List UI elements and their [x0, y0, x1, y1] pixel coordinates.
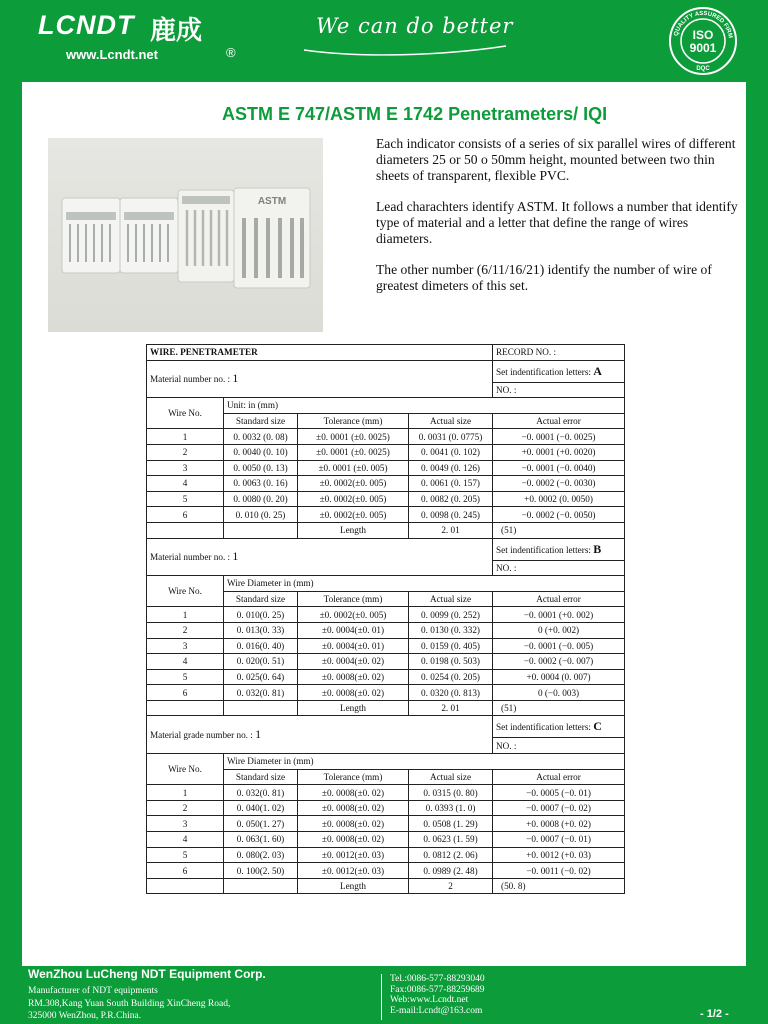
penetrameter-photo-image [48, 138, 323, 332]
table-row [147, 491, 625, 507]
actual-error: −0. 0001 (+0. 002) [493, 607, 625, 623]
material-value: 1 [232, 549, 239, 564]
actual-size: 0. 0198 (0. 503) [409, 654, 493, 670]
actual-error: +0. 0001 (+0. 0020) [493, 444, 625, 460]
tolerance: ±0. 0002(±0. 005) [298, 491, 409, 507]
actual-size: 0. 0508 (1. 29) [409, 816, 493, 832]
header-website[interactable]: www.Lcndt.net [66, 47, 158, 62]
table-row [147, 507, 625, 523]
actual-error: +0. 0004 (0. 007) [493, 669, 625, 685]
table-row [147, 476, 625, 492]
material-label: Material number no. : [150, 374, 231, 385]
unit-row [147, 576, 625, 592]
standard-size: 0. 063(1. 60) [224, 832, 298, 848]
wire-number: 5 [147, 491, 224, 507]
footer-line: Manufacturer of NDT equipments [28, 986, 158, 996]
table-row [147, 638, 625, 654]
standard-size-header: Standard size [224, 413, 298, 429]
actual-size: 0. 0082 (0. 205) [409, 491, 493, 507]
wire-number: 1 [147, 785, 224, 801]
record-no-label: RECORD NO. : [493, 345, 625, 361]
standard-size: 0. 013(0. 33) [224, 622, 298, 638]
standard-size: 0. 016(0. 40) [224, 638, 298, 654]
slogan-swoosh [300, 44, 510, 58]
iso-9001-badge [668, 6, 738, 76]
material-cell [147, 716, 493, 754]
standard-size: 0. 0063 (0. 16) [224, 476, 298, 492]
footer-divider [381, 974, 382, 1020]
tolerance: ±0. 0001 (±0. 0025) [298, 429, 409, 445]
length-empty [224, 522, 298, 538]
description [376, 136, 740, 309]
actual-size: 0. 0130 (0. 332) [409, 622, 493, 638]
standard-size: 0. 100(2. 50) [224, 863, 298, 879]
set-cell [493, 538, 625, 560]
actual-size: 0. 0099 (0. 252) [409, 607, 493, 623]
tolerance: ±0. 0012(±0. 03) [298, 847, 409, 863]
footer-phone: Tel.:0086-577-88293040 [390, 974, 485, 984]
material-label: Material number no. : [150, 552, 231, 563]
set-label: Set indentification letters: [496, 722, 591, 733]
no-cell: NO. : [493, 382, 625, 398]
standard-size: 0. 0050 (0. 13) [224, 460, 298, 476]
footer [0, 966, 768, 1024]
wire-number: 2 [147, 622, 224, 638]
table-row [147, 685, 625, 701]
photo-astm-label: ASTM [257, 196, 287, 207]
set-identification [496, 719, 621, 734]
actual-size-header: Actual size [409, 769, 493, 785]
slogan: We can do better [316, 14, 514, 38]
tolerance: ±0. 0008(±0. 02) [298, 685, 409, 701]
footer-web-link[interactable]: Web:www.Lcndt.net [390, 995, 469, 1005]
footer-line: 325000 WenZhou, P.R.China. [28, 1011, 142, 1021]
actual-size: 0. 0623 (1. 59) [409, 832, 493, 848]
length-actual: 2 [409, 878, 493, 894]
wire-no-header: Wire No. [147, 576, 224, 607]
tolerance: ±0. 0008(±0. 02) [298, 669, 409, 685]
table-row [147, 800, 625, 816]
length-empty [224, 878, 298, 894]
description-paragraph: Lead charachters identify ASTM. It follows a number that identify type of material and a letter that define the range of wires diameters. [376, 199, 738, 246]
length-empty [147, 700, 224, 716]
standard-size: 0. 080(2. 03) [224, 847, 298, 863]
standard-size: 0. 0040 (0. 10) [224, 444, 298, 460]
footer-contact [390, 974, 485, 1016]
table-title: WIRE. PENETRAMETER [147, 345, 493, 361]
table-header-row [147, 345, 625, 361]
badge-sub: DQC [696, 66, 710, 72]
table-row [147, 785, 625, 801]
set-identification [496, 364, 621, 379]
standard-size: 0. 010(0. 25) [224, 607, 298, 623]
wire-penetrameter-table [146, 344, 625, 894]
header [0, 0, 768, 80]
wire-number: 1 [147, 429, 224, 445]
table-row [147, 429, 625, 445]
actual-error: −0. 0002 (−0. 007) [493, 654, 625, 670]
actual-error: +0. 0002 (0. 0050) [493, 491, 625, 507]
set-label: Set indentification letters: [496, 366, 591, 377]
actual-error-header: Actual error [493, 769, 625, 785]
wire-number: 4 [147, 476, 224, 492]
standard-size: 0. 020(0. 51) [224, 654, 298, 670]
wire-number: 4 [147, 832, 224, 848]
length-mm: (51) [493, 700, 625, 716]
company-logo: LCNDT [38, 10, 135, 40]
actual-error-header: Actual error [493, 591, 625, 607]
actual-size: 0. 0254 (0. 205) [409, 669, 493, 685]
table-row [147, 669, 625, 685]
footer-email-link[interactable]: E-mail:Lcndt@163.com [390, 1005, 483, 1016]
page-number: - 1/2 - [700, 1008, 729, 1020]
tolerance: ±0. 0004(±0. 01) [298, 622, 409, 638]
tolerance: ±0. 0008(±0. 02) [298, 832, 409, 848]
tolerance: ±0. 0004(±0. 02) [298, 654, 409, 670]
description-paragraph: Each indicator consists of a series of six parallel wires of different diameters 25 or 50 o 50mm height, mounted between two thin sheets of transparent, flexible PVC. [376, 136, 736, 183]
unit-row [147, 754, 625, 770]
tolerance: ±0. 0004(±0. 01) [298, 638, 409, 654]
actual-error: −0. 0001 (−0. 0040) [493, 460, 625, 476]
actual-size: 0. 0393 (1. 0) [409, 800, 493, 816]
standard-size: 0. 050(1. 27) [224, 816, 298, 832]
standard-size: 0. 0080 (0. 20) [224, 491, 298, 507]
wire-no-header: Wire No. [147, 754, 224, 785]
tolerance-header: Tolerance (mm) [298, 591, 409, 607]
set-identification [496, 542, 621, 557]
tolerance: ±0. 0001 (±0. 0025) [298, 444, 409, 460]
standard-size: 0. 032(0. 81) [224, 785, 298, 801]
table-row [147, 863, 625, 879]
tolerance: ±0. 0008(±0. 02) [298, 800, 409, 816]
wire-number: 3 [147, 460, 224, 476]
standard-size: 0. 025(0. 64) [224, 669, 298, 685]
standard-size-header: Standard size [224, 591, 298, 607]
wire-no-header: Wire No. [147, 398, 224, 429]
page-title: ASTM E 747/ASTM E 1742 Penetrameters/ IQI [222, 104, 608, 124]
wire-number: 4 [147, 654, 224, 670]
material-number [150, 727, 489, 742]
length-mm: (51) [493, 522, 625, 538]
standard-size: 0. 032(0. 81) [224, 685, 298, 701]
description-paragraph: The other number (6/11/16/21) identify the number of wire of greatest dimeters of this set. [376, 262, 712, 293]
wire-number: 3 [147, 816, 224, 832]
tolerance-header: Tolerance (mm) [298, 769, 409, 785]
actual-error: −0. 0007 (−0. 02) [493, 800, 625, 816]
material-number [150, 549, 489, 564]
product-photo [48, 138, 323, 332]
table-row [147, 847, 625, 863]
wire-number: 3 [147, 638, 224, 654]
unit-label: Unit: in (mm) [224, 398, 625, 414]
badge-iso: ISO [692, 28, 714, 42]
tolerance: ±0. 0002(±0. 005) [298, 507, 409, 523]
tolerance: ±0. 0008(±0. 02) [298, 785, 409, 801]
footer-company-name: WenZhou LuCheng NDT Equipment Corp. [28, 967, 266, 981]
actual-size: 0. 0061 (0. 157) [409, 476, 493, 492]
wire-number: 6 [147, 863, 224, 879]
actual-error: −0. 0011 (−0. 02) [493, 863, 625, 879]
no-cell: NO. : [493, 560, 625, 576]
actual-error: 0 (+0. 002) [493, 622, 625, 638]
actual-size: 0. 0315 (0. 80) [409, 785, 493, 801]
footer-line: RM.308,Kang Yuan South Building XinCheng Road, [28, 998, 231, 1009]
wire-number: 6 [147, 685, 224, 701]
material-label: Material grade number no. : [150, 730, 253, 741]
footer-company-address [28, 985, 230, 1023]
wire-number: 2 [147, 444, 224, 460]
length-empty [147, 522, 224, 538]
company-logo-chinese: 鹿成 [150, 16, 203, 46]
actual-error: −0. 0001 (−0. 005) [493, 638, 625, 654]
length-label: Length [298, 878, 409, 894]
set-cell [493, 360, 625, 382]
actual-size: 0. 0989 (2. 48) [409, 863, 493, 879]
actual-size: 0. 0041 (0. 102) [409, 444, 493, 460]
actual-size: 0. 0098 (0. 245) [409, 507, 493, 523]
table-row [147, 832, 625, 848]
actual-error: −0. 0007 (−0. 01) [493, 832, 625, 848]
actual-error: +0. 0008 (+0. 02) [493, 816, 625, 832]
actual-size: 0. 0049 (0. 126) [409, 460, 493, 476]
length-row [147, 522, 625, 538]
actual-error: 0 (−0. 003) [493, 685, 625, 701]
length-actual: 2. 01 [409, 522, 493, 538]
material-value: 1 [255, 727, 262, 742]
standard-size: 0. 040(1. 02) [224, 800, 298, 816]
actual-error: −0. 0001 (−0. 0025) [493, 429, 625, 445]
tolerance: ±0. 0002(±0. 005) [298, 607, 409, 623]
tolerance-header: Tolerance (mm) [298, 413, 409, 429]
unit-row [147, 398, 625, 414]
badge-number: 9001 [689, 41, 717, 55]
length-row [147, 700, 625, 716]
wire-number: 2 [147, 800, 224, 816]
actual-size-header: Actual size [409, 413, 493, 429]
material-number [150, 371, 489, 386]
table-row [147, 654, 625, 670]
tolerance: ±0. 0002(±0. 005) [298, 476, 409, 492]
tolerance: ±0. 0012(±0. 03) [298, 863, 409, 879]
standard-size-header: Standard size [224, 769, 298, 785]
set-label: Set indentification letters: [496, 544, 591, 555]
section-info-row [147, 538, 625, 560]
standard-size: 0. 010 (0. 25) [224, 507, 298, 523]
set-letter: B [593, 541, 602, 556]
material-cell [147, 538, 493, 576]
tolerance: ±0. 0001 (±0. 005) [298, 460, 409, 476]
set-cell [493, 716, 625, 738]
actual-size: 0. 0031 (0. 0775) [409, 429, 493, 445]
no-cell: NO. : [493, 738, 625, 754]
actual-size-header: Actual size [409, 591, 493, 607]
set-letter: C [593, 719, 602, 734]
wire-number: 1 [147, 607, 224, 623]
wire-number: 6 [147, 507, 224, 523]
section-info-row [147, 716, 625, 738]
actual-size: 0. 0320 (0. 813) [409, 685, 493, 701]
wire-number: 5 [147, 669, 224, 685]
content-panel [22, 82, 746, 966]
material-value: 1 [232, 371, 239, 386]
unit-label: Wire Diameter in (mm) [224, 576, 625, 592]
tolerance: ±0. 0008(±0. 02) [298, 816, 409, 832]
length-label: Length [298, 700, 409, 716]
table-row [147, 622, 625, 638]
length-actual: 2. 01 [409, 700, 493, 716]
badge-ring-text: QUALITY ASSURED FIRM [673, 10, 733, 39]
wire-number: 5 [147, 847, 224, 863]
footer-fax: Fax:0086-577-88259689 [390, 984, 485, 995]
material-cell [147, 360, 493, 398]
length-empty [224, 700, 298, 716]
actual-error-header: Actual error [493, 413, 625, 429]
table-row [147, 460, 625, 476]
actual-error: +0. 0012 (+0. 03) [493, 847, 625, 863]
length-empty [147, 878, 224, 894]
standard-size: 0. 0032 (0. 08) [224, 429, 298, 445]
unit-label: Wire Diameter in (mm) [224, 754, 625, 770]
table-row [147, 444, 625, 460]
table-row [147, 816, 625, 832]
section-info-row [147, 360, 625, 382]
length-mm: (50. 8) [493, 878, 625, 894]
set-letter: A [593, 363, 602, 378]
actual-size: 0. 0159 (0. 405) [409, 638, 493, 654]
length-label: Length [298, 522, 409, 538]
length-row [147, 878, 625, 894]
actual-error: −0. 0002 (−0. 0030) [493, 476, 625, 492]
actual-error: −0. 0005 (−0. 01) [493, 785, 625, 801]
table-row [147, 607, 625, 623]
actual-size: 0. 0812 (2. 06) [409, 847, 493, 863]
registered-mark: ® [226, 45, 236, 60]
actual-error: −0. 0002 (−0. 0050) [493, 507, 625, 523]
